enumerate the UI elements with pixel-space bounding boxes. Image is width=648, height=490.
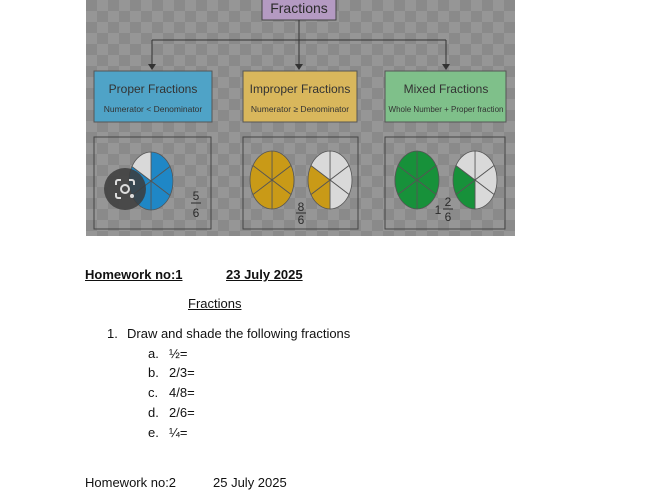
improper-numerator: 8 [297, 200, 305, 214]
homework1-label: Homework no:1 [85, 267, 183, 282]
question-text: Draw and shade the following fractions [127, 326, 351, 341]
item-letter: d. [148, 405, 159, 420]
item-letter: e. [148, 425, 159, 440]
list-item [148, 365, 195, 380]
mixed-fraction-pie-full [395, 151, 439, 209]
item-text: ¼= [169, 425, 188, 440]
homework2-label: Homework no:2 [85, 475, 177, 490]
homework2-date: 25 July 2025 [213, 475, 287, 490]
mixed-fractions-box [385, 71, 506, 122]
item-text: ½= [169, 346, 188, 361]
fractions-figure [86, 0, 515, 236]
homework1-date: 23 July 2025 [226, 267, 303, 282]
proper-title: Proper Fractions [108, 82, 198, 96]
mixed-subtitle: Whole Number + Proper fraction [388, 105, 504, 114]
mixed-denominator: 6 [444, 210, 452, 224]
arrow-heads [148, 64, 450, 70]
list-item [148, 425, 187, 440]
item-letter: c. [148, 385, 159, 400]
improper-denominator: 6 [297, 213, 305, 227]
improper-subtitle: Numerator ≥ Denominator [250, 104, 350, 114]
proper-denominator: 6 [192, 206, 200, 220]
item-text: 2/3= [169, 365, 195, 380]
improper-fraction-pie-full [250, 151, 294, 209]
improper-fractions-box [243, 71, 357, 122]
item-letter: a. [148, 346, 159, 361]
list-item [148, 385, 195, 400]
question-number: 1. [107, 326, 118, 341]
item-letter: b. [148, 365, 159, 380]
google-lens-button[interactable] [104, 168, 146, 210]
mixed-whole: 1 [434, 203, 442, 217]
proper-subtitle: Numerator < Denominator [103, 104, 203, 114]
item-text: 4/8= [169, 385, 195, 400]
homework1-subject: Fractions [188, 296, 242, 311]
item-text: 2/6= [169, 405, 195, 420]
proper-numerator: 5 [192, 189, 200, 203]
list-item [148, 346, 187, 361]
mixed-fraction-pie-partial [453, 151, 497, 209]
list-item [148, 405, 195, 420]
mixed-title: Mixed Fractions [403, 82, 489, 96]
figure-title: Fractions [270, 0, 328, 16]
proper-fractions-box [94, 71, 212, 122]
fractions-diagram [86, 0, 515, 236]
connector-lines [152, 20, 446, 68]
mixed-numerator: 2 [444, 195, 452, 209]
google-lens-icon [113, 177, 137, 201]
improper-fraction-pie-partial [308, 151, 352, 209]
improper-title: Improper Fractions [249, 82, 351, 96]
